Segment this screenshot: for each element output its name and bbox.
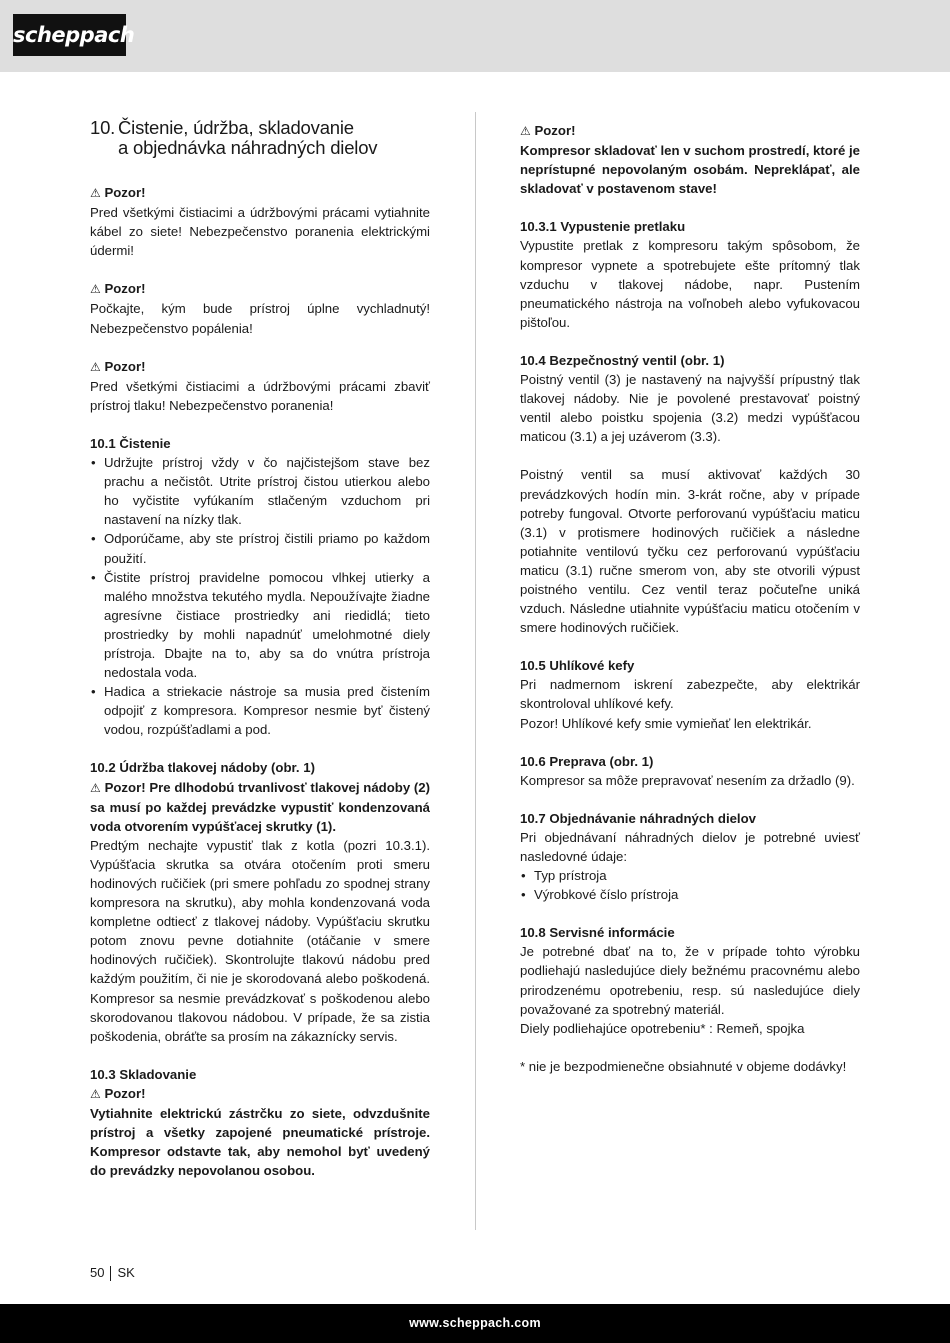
warning-heading — [90, 357, 430, 377]
paragraph: Kompresor sa môže prepravovať nesením za držadlo (9). — [520, 772, 855, 788]
left-column — [90, 118, 430, 1180]
subsection-title: 10.8 Servisné informácie — [520, 925, 675, 941]
footer-separator — [110, 1266, 111, 1281]
paragraph: Pozor! Uhlíkové kefy smie vymieňať len elektrikár. — [520, 715, 812, 731]
warning-heading — [520, 121, 860, 141]
warning-label: Pozor! — [104, 185, 146, 200]
list-item: • Výrobkové číslo prístroja — [520, 885, 860, 904]
column-divider — [475, 112, 476, 1230]
footnote: * nie je bezpodmienečne obsiahnuté v objeme dodávky! — [520, 1058, 847, 1074]
paragraph: Predtým nechajte vypustiť tlak z kotla (pozri 10.3.1). Vypúšťacia skrutka sa otvára otočením proti smeru hodinových ručičiek (pri smere pohľadu zo spodnej strany kompresora na skrutku), aby mohla kondenzovaná voda kompletne odtiecť z tlakovej nádoby. Vypúšťaciu skrutku potom znovu pevne dotiahnite (otáčanie v smere hodinových ručičiek). Skontrolujte tlakovú nádobu pred každým použitím, či nie je skorodovaná alebo poškodená. Kompresor sa nesmie prevádzkovať s poškodenou alebo skorodovanou tlakovou nádobou. V prípade, že sa zistia poškodenia, obráťte sa prosím na zákaznícky servis. — [90, 837, 430, 1044]
warning-label: Pozor! — [104, 281, 146, 297]
section-number: 10. — [90, 117, 116, 138]
list-item: • Hadica a striekacie nástroje sa musia pred čistením odpojiť z kompresora. Kompresor nesmie byť čistený vodou, rozpúšťadlami a pod. — [90, 682, 430, 739]
header-bar — [0, 0, 950, 72]
warning-triangle-icon: ⚠ — [90, 186, 101, 200]
warning-body: Pre dlhodobú trvanlivosť tlakovej nádoby (2) sa musí po každej prevádzke vypustiť kondenzovaná voda otvorením vypúšťacej skrutky (1). — [90, 779, 431, 834]
warning-triangle-icon: ⚠ — [90, 1086, 101, 1101]
warning-triangle-icon: ⚠ — [90, 282, 101, 297]
subsection-title: 10.3 Skladovanie — [90, 1066, 197, 1082]
section-title-line1: Čistenie, údržba, skladovanie — [118, 117, 354, 138]
order-info-list — [520, 866, 860, 904]
warning-text-bold: Vytiahnite elektrickú zástrčku zo siete, odvzdušnite prístroj a všetky zapojené pneumatické prístroje. Kompresor odstavte tak, aby nemohol byť uvedený do prevádzky nepovolanou osobou. — [90, 1106, 430, 1179]
warning-label: Pozor! — [104, 779, 146, 795]
subsection-title: 10.6 Preprava (obr. 1) — [520, 753, 654, 769]
website-link[interactable]: www.scheppach.com — [409, 1316, 541, 1330]
paragraph: Vypustite pretlak z kompresoru takým spôsobom, že kompresor vypnete a spotrebujete ešte prítomný tlak vzduchu v tlakovej nádobe, napr. Pustením pneumatického nástroja na voľnobeh alebo vyfukovacou pištoľou. — [520, 238, 860, 330]
warning-triangle-icon: ⚠ — [520, 124, 531, 138]
warning-text-bold — [90, 778, 430, 836]
list-item: • Odporúčame, aby ste prístroj čistili priamo po každom použití. — [90, 529, 430, 567]
section-title — [90, 118, 430, 158]
subsection-title: 10.4 Bezpečnostný ventil (obr. 1) — [520, 352, 725, 368]
warning-text-bold: Kompresor skladovať len v suchom prostredí, ktoré je neprístupné nepovolaným osobám. Nepreklápať, ale skladovať v postavenom stave! — [520, 143, 860, 197]
warning-heading — [90, 183, 430, 203]
list-item: • Čistite prístroj pravidelne pomocou vlhkej utierky a malého množstva tekutého mydla. Nepoužívajte žiadne agresívne čistiace prostriedky ani riedidlá; tieto prostriedky by mohli napadnúť umelohmotné diely prístroja. Dbajte na to, aby sa do vnútra prístroja nedostala voda. — [90, 568, 430, 683]
warning-label: Pozor! — [534, 123, 576, 138]
paragraph: Pri objednávaní náhradných dielov je potrebné uviesť nasledovné údaje: — [520, 829, 860, 864]
subsection-title: 10.2 Údržba tlakovej nádoby (obr. 1) — [90, 760, 315, 776]
warning-heading — [90, 279, 430, 299]
footer-bar — [0, 1304, 950, 1343]
page-number: 50 — [90, 1265, 105, 1280]
paragraph: Je potrebné dbať na to, že v prípade tohto výrobku podliehajú nasledujúce diely bežnému pracovnému alebo prirodzenému opotrebeniu, resp. sú nasledujúce diely považované za spotrebný materiál. — [520, 944, 860, 1017]
warning-text: Počkajte, kým bude prístroj úplne vychladnutý! Nebezpečenstvo popálenia! — [90, 301, 430, 336]
list-item: • Udržujte prístroj vždy v čo najčistejšom stave bez prachu a nečistôt. Utrite prístroj čistou utierkou alebo ho vyčistite vyfúkaním stlačeným vzduchom pri nastavení na nízky tlak. — [90, 453, 430, 529]
warning-heading — [90, 1084, 430, 1104]
paragraph: Pri nadmernom iskrení zabezpečte, aby elektrikár skontroloval uhlíkové kefy. — [520, 677, 860, 712]
subsection-title: 10.5 Uhlíkové kefy — [520, 658, 635, 674]
page-footer — [90, 1265, 135, 1281]
subsection-title: 10.7 Objednávanie náhradných dielov — [520, 810, 756, 826]
right-column — [520, 121, 860, 1076]
warning-label: Pozor! — [104, 1085, 146, 1101]
paragraph: Poistný ventil sa musí aktivovať každých 30 prevádzkových hodín min. 3-krát ročne, aby v prípade potreby fungoval. Otvorte perforovanú vypúšťaciu maticu (3.1) v protismere hodinových ručičiek a následne potiahnite ventilovú tyčku cez perforovanú vypúšťaciu maticu (3.1) ručne smerom von, aby ste otvorili výpust poistného ventilu. Cez ventil teraz počuteľne uniká vzduch. Následne utiahnite vypúšťaciu maticu otočením v smere hodinových ručičiek. — [520, 467, 860, 636]
paragraph: Diely podliehajúce opotrebeniu* : Remeň, spojka — [520, 1020, 805, 1036]
subsection-title: 10.3.1 Vypustenie pretlaku — [520, 219, 686, 235]
cleaning-list — [90, 453, 430, 739]
language-code: SK — [117, 1265, 135, 1280]
warning-triangle-icon: ⚠ — [90, 359, 101, 374]
warning-triangle-icon: ⚠ — [90, 780, 101, 795]
warning-text: Pred všetkými čistiacimi a údržbovými prácami vytiahnite kábel zo siete! Nebezpečenstvo poranenia elektrickými údermi! — [90, 205, 430, 259]
subsection-title: 10.1 Čistenie — [90, 435, 171, 451]
list-item: • Typ prístroja — [520, 866, 860, 885]
paragraph: Poistný ventil (3) je nastavený na najvyšší prípustný tlak tlakovej nádoby. Nie je povolené prestavovať poistný ventil alebo poistku spojenia (3.2) medzi vypúšťacou maticou (3.1) a jej uzáverom (3.3). — [520, 372, 860, 445]
warning-label: Pozor! — [104, 358, 146, 374]
section-title-line2: a objednávka náhradných dielov — [118, 137, 378, 158]
warning-text: Pred všetkými čistiacimi a údržbovými prácami zbaviť prístroj tlaku! Nebezpečenstvo poranenia! — [90, 378, 430, 413]
scheppach-logo[interactable]: scheppach — [13, 14, 126, 56]
